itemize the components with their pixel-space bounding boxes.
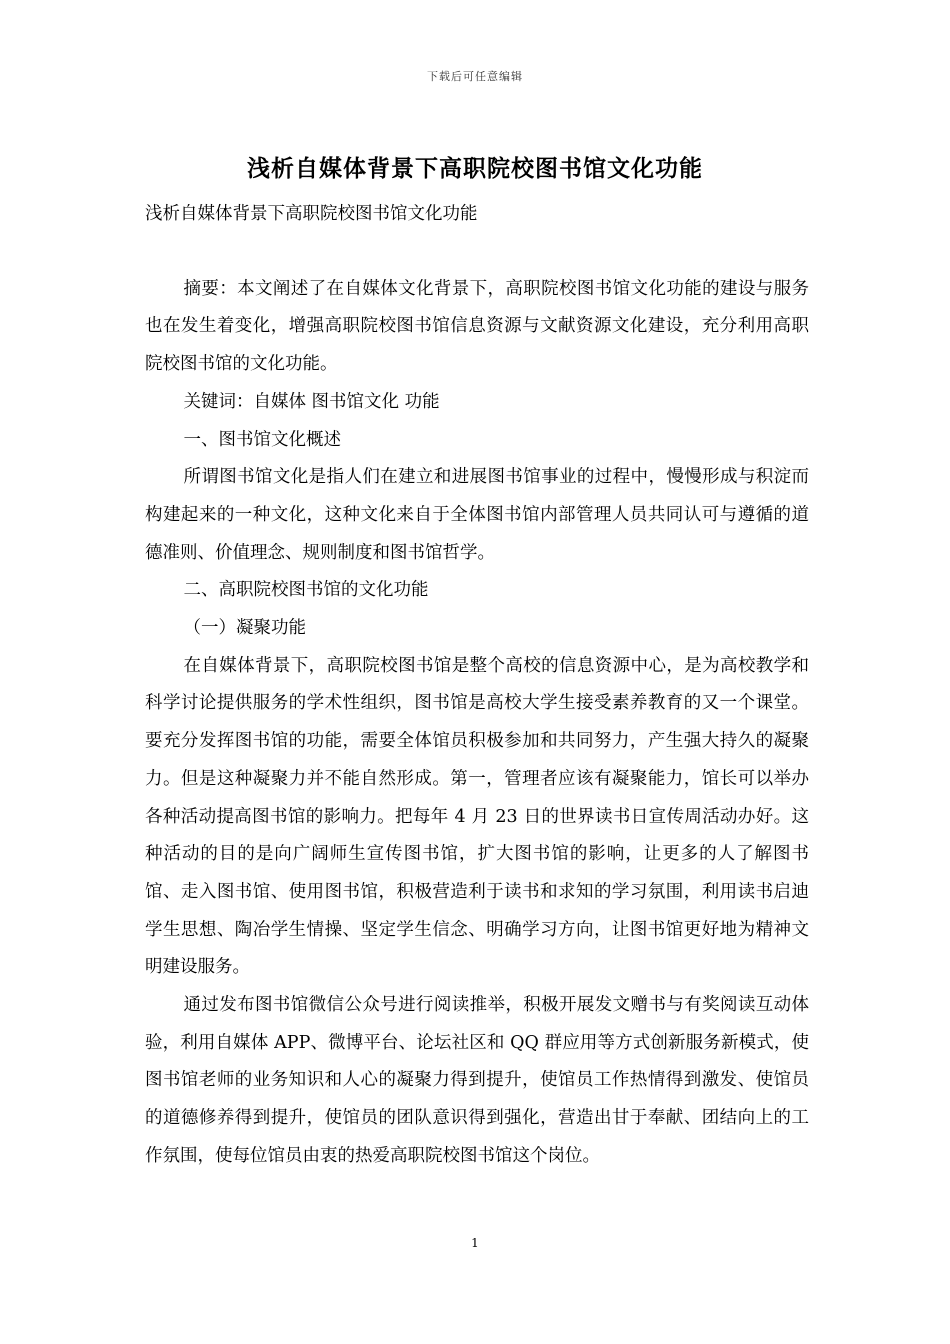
body-paragraph: 在自媒体背景下，高职院校图书馆是整个高校的信息资源中心，是为高校教学和科学讨论提供服务的学术性组织，图书馆是高校大学生接受素养教育的又一个课堂。要充分发挥图书馆的功能，需要全体馆员积极参加和共同努力，产生强大持久的凝聚力。但是这种凝聚力并不能自然形成。第一，管理者应该有凝聚能力，馆长可以举办各种活动提高图书馆的影响力。把每年 4 月 23 日的世界读书日宣传周活动办好。这种活动的目的是向广阔师生宣传图书馆，扩大图书馆的影响，让更多的人了解图书馆、走入图书馆、使用图书馆，积极营造利于读书和求知的学习氛围，利用读书启迪学生思想、陶冶学生情操、坚定学生信念、明确学习方向，让图书馆更好地为精神文明建设服务。 bbox=[145, 655, 809, 978]
page-number: 1 bbox=[471, 1236, 479, 1250]
section-heading-1: 一、图书馆文化概述 bbox=[183, 429, 341, 450]
body-paragraph: 通过发布图书馆微信公众号进行阅读推举，积极开展发文赠书与有奖阅读互动体验，利用自媒体 APP、微博平台、论坛社区和 QQ 群应用等方式创新服务新模式，使图书馆老师的业务知识和人心的凝聚力得到提升，使馆员工作热情得到激发、使馆员的道德修养得到提升，使馆员的团队意识得到强化，营造出甘于奉献、团结向上的工作氛围，使每位馆员由衷的热爱高职院校图书馆这个岗位。 bbox=[145, 995, 809, 1166]
keywords-line: 关键词：自媒体 图书馆文化 功能 bbox=[183, 391, 440, 412]
document-body bbox=[145, 196, 809, 1176]
document-title: 浅析自媒体背景下高职院校图书馆文化功能 bbox=[247, 156, 703, 182]
document-subtitle: 浅析自媒体背景下高职院校图书馆文化功能 bbox=[145, 204, 478, 224]
page-header-note: 下载后可任意编辑 bbox=[427, 70, 523, 83]
abstract-paragraph: 摘要：本文阐述了在自媒体文化背景下，高职院校图书馆文化功能的建设与服务也在发生着变化，增强高职院校图书馆信息资源与文献资源文化建设，充分利用高职院校图书馆的文化功能。 bbox=[145, 278, 809, 375]
section-heading-2: 二、高职院校图书馆的文化功能 bbox=[183, 580, 429, 601]
subsection-heading: （一）凝聚功能 bbox=[183, 618, 306, 639]
body-paragraph: 所谓图书馆文化是指人们在建立和进展图书馆事业的过程中，慢慢形成与积淀而构建起来的一种文化，这种文化来自于全体图书馆内部管理人员共同认可与遵循的道德准则、价值理念、规则制度和图书馆哲学。 bbox=[145, 467, 809, 563]
